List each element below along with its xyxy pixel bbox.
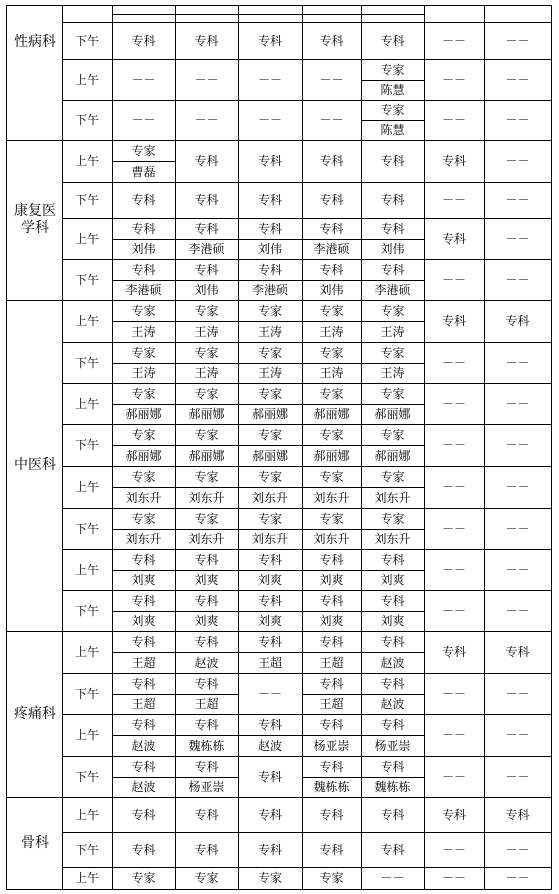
schedule-type: 专科	[131, 552, 156, 567]
schedule-type: 专家	[257, 427, 282, 442]
schedule-type: 专家	[319, 511, 344, 526]
schedule-cell: －－	[131, 113, 156, 127]
schedule-cell: －－	[505, 33, 530, 48]
schedule-cell: －－	[505, 686, 530, 701]
doctor-name: 刘东升	[125, 532, 162, 546]
schedule-cell: 专家	[319, 871, 344, 885]
doctor-name: 杨亚崇	[374, 738, 411, 753]
schedule-cell: 专科	[257, 842, 282, 857]
doctor-name: 刘东升	[188, 532, 225, 546]
doctor-name: 刘爽	[194, 614, 219, 628]
schedule-type: 专家	[380, 427, 405, 442]
doctor-name	[112, 14, 175, 22]
period-label: 上午	[74, 72, 99, 87]
doctor-name: 王涛	[194, 324, 219, 339]
schedule-type: 专家	[319, 469, 344, 484]
schedule-type: 专家	[319, 427, 344, 442]
schedule-cell: 专科	[380, 842, 405, 857]
period-label: 上午	[74, 562, 99, 577]
doctor-name: 李港硕	[125, 283, 162, 297]
schedule-cell: －－	[441, 113, 466, 127]
doctor-name: 郝丽娜	[251, 448, 288, 463]
schedule-cell: 专科	[441, 314, 466, 328]
schedule-type: 专家	[380, 511, 405, 526]
doctor-name: 郝丽娜	[374, 448, 411, 463]
schedule-type: 专科	[319, 759, 344, 774]
department-label: 康复医学科	[14, 203, 56, 236]
schedule-type: 专科	[194, 717, 219, 732]
period-label: 下午	[74, 842, 99, 857]
schedule-cell: 专科	[257, 769, 282, 784]
schedule-type: 专科	[131, 634, 156, 649]
schedule-cell: －－	[441, 33, 466, 48]
schedule-cell: －－	[441, 396, 466, 411]
schedule-type	[175, 5, 238, 14]
schedule-cell: 专科	[257, 193, 282, 207]
schedule-type: 专科	[380, 552, 405, 567]
schedule-type: 专科	[131, 759, 156, 774]
doctor-name: 李港硕	[251, 283, 288, 297]
doctor-name: 王超	[194, 697, 219, 711]
schedule-cell: 专科	[194, 33, 219, 48]
schedule-cell: 专科	[505, 314, 530, 328]
schedule-type: 专科	[194, 262, 219, 277]
doctor-name: 郝丽娜	[188, 448, 225, 463]
schedule-cell: 专科	[441, 645, 466, 659]
department-label: 性病科	[14, 34, 56, 50]
schedule-cell: －－	[505, 842, 530, 857]
schedule-cell: －－	[505, 871, 530, 885]
doctor-name: 刘爽	[194, 573, 219, 587]
schedule-cell: 专科	[194, 193, 219, 207]
doctor-name: 王涛	[319, 324, 344, 339]
doctor-name: 郝丽娜	[251, 407, 288, 421]
schedule-cell: 专科	[319, 842, 344, 857]
doctor-name: 陈慧	[380, 83, 405, 97]
doctor-name: 刘东升	[374, 490, 411, 505]
schedule-type: 专家	[380, 386, 405, 401]
period-label: 下午	[74, 113, 99, 127]
schedule-type: 专家	[257, 386, 282, 401]
doctor-name: 刘爽	[380, 614, 405, 628]
schedule-cell: 专科	[441, 807, 466, 822]
doctor-name: 赵波	[257, 738, 282, 753]
period-label: 下午	[74, 686, 99, 701]
schedule-cell: 专科	[380, 154, 405, 168]
schedule-type: 专科	[131, 262, 156, 277]
schedule-type: 专科	[194, 676, 219, 691]
schedule-type: 专科	[380, 221, 405, 236]
schedule-cell: 专科	[441, 231, 466, 246]
period-label: 下午	[74, 603, 99, 618]
doctor-name: 刘爽	[131, 614, 156, 628]
doctor-name: 刘东升	[251, 490, 288, 505]
schedule-cell: 专科	[131, 842, 156, 857]
doctor-name: 李港硕	[313, 242, 350, 256]
schedule-cell: －－	[441, 728, 466, 742]
doctor-name: 郝丽娜	[188, 407, 225, 421]
schedule-type: 专科	[319, 634, 344, 649]
schedule-type: 专科	[319, 676, 344, 691]
grid-line	[6, 889, 552, 890]
schedule-type: 专家	[131, 427, 156, 442]
schedule-cell: 专家	[194, 871, 219, 885]
schedule-type: 专科	[194, 221, 219, 236]
doctor-name: 刘伟	[380, 242, 405, 256]
schedule-cell: －－	[505, 728, 530, 742]
doctor-name: 王涛	[319, 366, 344, 380]
doctor-name: 刘爽	[319, 573, 344, 587]
schedule-cell	[484, 5, 551, 22]
schedule-type: 专科	[380, 676, 405, 691]
schedule-cell: －－	[441, 272, 466, 287]
doctor-name: 王涛	[380, 324, 405, 339]
period-label: 上午	[74, 396, 99, 411]
schedule-type: 专科	[257, 634, 282, 649]
department-label: 中医科	[14, 457, 56, 473]
schedule-cell: －－	[441, 438, 466, 452]
schedule-cell: 专科	[257, 33, 282, 48]
schedule-cell: 专科	[319, 193, 344, 207]
doctor-name: 郝丽娜	[125, 448, 162, 463]
schedule-type: 专科	[380, 634, 405, 649]
schedule-type: 专家	[131, 303, 156, 318]
schedule-cell	[424, 5, 484, 22]
doctor-name: 魏栋栋	[374, 780, 411, 794]
schedule-cell: 专科	[380, 193, 405, 207]
schedule-cell: －－	[505, 769, 530, 784]
schedule-type: 专家	[194, 427, 219, 442]
schedule-type: 专科	[194, 634, 219, 649]
schedule-cell: 专科	[194, 154, 219, 168]
schedule-type: 专科	[319, 593, 344, 608]
schedule-cell: －－	[505, 193, 530, 207]
schedule-cell: －－	[505, 154, 530, 168]
doctor-name: 郝丽娜	[313, 407, 350, 421]
doctor-name: 刘东升	[188, 490, 225, 505]
doctor-name: 赵波	[131, 738, 156, 753]
schedule-cell: －－	[441, 562, 466, 577]
schedule-cell: 专科	[131, 807, 156, 822]
doctor-name: 王超	[131, 697, 156, 711]
schedule-type: 专科	[319, 221, 344, 236]
schedule-type: 专科	[194, 552, 219, 567]
doctor-name: 郝丽娜	[374, 407, 411, 421]
schedule-cell: 专科	[194, 842, 219, 857]
schedule-type: 专科	[319, 262, 344, 277]
period-label: 下午	[74, 438, 99, 452]
schedule-cell: －－	[441, 521, 466, 536]
schedule-type: 专家	[380, 469, 405, 484]
schedule-cell: 专科	[257, 807, 282, 822]
schedule-cell: 专科	[441, 154, 466, 168]
schedule-cell: －－	[505, 396, 530, 411]
schedule-type: 专家	[194, 386, 219, 401]
schedule-cell: －－	[319, 113, 344, 127]
doctor-name: 王超	[257, 655, 282, 670]
department-label: 骨科	[21, 834, 49, 851]
doctor-name: 刘伟	[257, 242, 282, 256]
schedule-cell: －－	[257, 113, 282, 127]
period-label: 上午	[74, 807, 99, 822]
doctor-name: 刘东升	[251, 532, 288, 546]
schedule-cell: －－	[194, 72, 219, 87]
schedule-type	[361, 5, 424, 14]
doctor-name: 赵波	[380, 697, 405, 711]
schedule-type: 专家	[257, 303, 282, 318]
schedule-type: 专家	[380, 303, 405, 318]
doctor-name: 刘东升	[374, 532, 411, 546]
period-label: 上午	[74, 728, 99, 742]
schedule-type: 专科	[380, 759, 405, 774]
doctor-name: 王超	[131, 655, 156, 670]
schedule-cell: －－	[441, 480, 466, 494]
period-label: 下午	[74, 33, 99, 48]
doctor-name: 杨亚崇	[188, 780, 225, 794]
schedule-cell: －－	[505, 562, 530, 577]
doctor-name: 陈慧	[380, 123, 405, 137]
doctor-name: 王涛	[194, 366, 219, 380]
schedule-cell: 专科	[319, 807, 344, 822]
schedule-type: 专科	[194, 593, 219, 608]
doctor-name: 刘伟	[131, 242, 156, 256]
doctor-name: 刘伟	[319, 283, 344, 297]
schedule-type: 专家	[257, 511, 282, 526]
schedule-cell: 专科	[131, 33, 156, 48]
schedule-type	[112, 5, 175, 14]
schedule-type: 专科	[257, 262, 282, 277]
doctor-name: 王涛	[131, 366, 156, 380]
schedule-type: 专科	[380, 593, 405, 608]
schedule-cell: 专科	[131, 193, 156, 207]
doctor-name: 刘东升	[125, 490, 162, 505]
schedule-cell: 专科	[194, 807, 219, 822]
doctor-name: 郝丽娜	[125, 407, 162, 421]
schedule-type: 专家	[380, 62, 405, 77]
schedule-type: 专家	[131, 345, 156, 360]
doctor-name: 刘爽	[319, 614, 344, 628]
schedule-cell: －－	[505, 231, 530, 246]
schedule-cell: －－	[441, 193, 466, 207]
schedule-cell: －－	[505, 113, 530, 127]
schedule-type: 专科	[257, 552, 282, 567]
schedule-type: 专科	[131, 717, 156, 732]
schedule-cell: －－	[505, 521, 530, 536]
period-label: 上午	[74, 231, 99, 246]
doctor-name: 刘爽	[131, 573, 156, 587]
period-label: 上午	[74, 154, 99, 168]
doctor-name: 王超	[319, 655, 344, 670]
doctor-name: 赵波	[131, 780, 156, 794]
doctor-name: 李港硕	[374, 283, 411, 297]
doctor-name	[175, 14, 238, 22]
schedule-cell: －－	[441, 686, 466, 701]
period-label	[62, 5, 112, 22]
schedule-type: 专科	[319, 717, 344, 732]
doctor-name: 王超	[319, 697, 344, 711]
period-label: 上午	[74, 871, 99, 885]
period-label: 下午	[74, 272, 99, 287]
doctor-name	[302, 14, 361, 22]
schedule-cell: －－	[441, 842, 466, 857]
schedule-type: 专科	[131, 221, 156, 236]
period-label: 上午	[74, 645, 99, 659]
schedule-type: 专家	[131, 386, 156, 401]
doctor-name: 杨亚崇	[313, 738, 350, 753]
schedule-type: 专科	[257, 593, 282, 608]
doctor-name: 刘爽	[257, 573, 282, 587]
period-label: 下午	[74, 193, 99, 207]
schedule-cell: －－	[257, 72, 282, 87]
schedule-cell: －－	[319, 72, 344, 87]
schedule-cell: 专家	[131, 871, 156, 885]
schedule-type: 专科	[380, 262, 405, 277]
schedule-cell: －－	[441, 769, 466, 784]
schedule-cell: －－	[505, 355, 530, 370]
schedule-type: 专科	[257, 717, 282, 732]
doctor-name: 赵波	[194, 655, 219, 670]
schedule-type: 专家	[380, 345, 405, 360]
schedule-type: 专家	[319, 303, 344, 318]
doctor-name: 王涛	[257, 366, 282, 380]
schedule-type: 专科	[380, 717, 405, 732]
schedule-cell: －－	[441, 72, 466, 87]
schedule-cell: 专科	[505, 645, 530, 659]
schedule-type: 专科	[131, 676, 156, 691]
doctor-name: 王涛	[131, 324, 156, 339]
schedule-type: 专家	[131, 143, 156, 158]
doctor-name: 魏栋栋	[313, 780, 350, 794]
schedule-type: 专家	[319, 386, 344, 401]
doctor-name: 李港硕	[188, 242, 225, 256]
schedule-cell: －－	[505, 72, 530, 87]
doctor-name: 刘爽	[257, 614, 282, 628]
schedule-cell: －－	[441, 355, 466, 370]
schedule-type: 专家	[194, 469, 219, 484]
schedule-type: 专家	[194, 345, 219, 360]
schedule-type: 专家	[194, 511, 219, 526]
doctor-name: 刘伟	[194, 283, 219, 297]
doctor-name: 赵波	[380, 655, 405, 670]
schedule-type: 专家	[131, 469, 156, 484]
doctor-name: 王涛	[257, 324, 282, 339]
period-label: 下午	[74, 769, 99, 784]
doctor-name	[238, 14, 302, 22]
schedule-type: 专家	[194, 303, 219, 318]
schedule-type: 专科	[131, 593, 156, 608]
schedule-cell: 专家	[257, 871, 282, 885]
schedule-type: 专家	[131, 511, 156, 526]
schedule-type	[302, 5, 361, 14]
schedule-cell: －－	[441, 603, 466, 618]
schedule-cell: －－	[505, 272, 530, 287]
schedule-cell: －－	[257, 686, 282, 701]
doctor-name	[361, 14, 424, 22]
schedule-cell: －－	[194, 113, 219, 127]
doctor-name: 曹磊	[131, 164, 156, 179]
schedule-type: 专家	[257, 345, 282, 360]
schedule-cell: －－	[505, 603, 530, 618]
schedule-type: 专科	[257, 221, 282, 236]
schedule-type: 专家	[380, 103, 405, 117]
schedule-cell: 专科	[380, 33, 405, 48]
schedule-cell: 专科	[380, 807, 405, 822]
grid-line	[6, 5, 7, 889]
doctor-name: 刘东升	[313, 490, 350, 505]
schedule-cell: 专科	[257, 154, 282, 168]
schedule-type: 专家	[257, 469, 282, 484]
schedule-cell: －－	[380, 871, 405, 885]
doctor-name: 王涛	[380, 366, 405, 380]
schedule-cell: －－	[505, 438, 530, 452]
period-label: 下午	[74, 521, 99, 536]
schedule-cell: 专科	[319, 33, 344, 48]
schedule-type: 专科	[194, 759, 219, 774]
department-label: 疼痛科	[14, 705, 56, 722]
schedule-cell: 专科	[319, 154, 344, 168]
doctor-name: 魏栋栋	[188, 738, 225, 753]
doctor-name: 刘东升	[313, 532, 350, 546]
schedule-type: 专科	[319, 552, 344, 567]
doctor-name: 刘爽	[380, 573, 405, 587]
period-label: 上午	[74, 314, 99, 328]
schedule-cell: －－	[505, 480, 530, 494]
schedule-type	[238, 5, 302, 14]
doctor-name: 郝丽娜	[313, 448, 350, 463]
period-label: 下午	[74, 355, 99, 370]
schedule-type: 专家	[319, 345, 344, 360]
period-label: 上午	[74, 480, 99, 494]
schedule-cell: 专科	[505, 807, 530, 822]
schedule-cell: －－	[441, 871, 466, 885]
schedule-cell: －－	[131, 72, 156, 87]
